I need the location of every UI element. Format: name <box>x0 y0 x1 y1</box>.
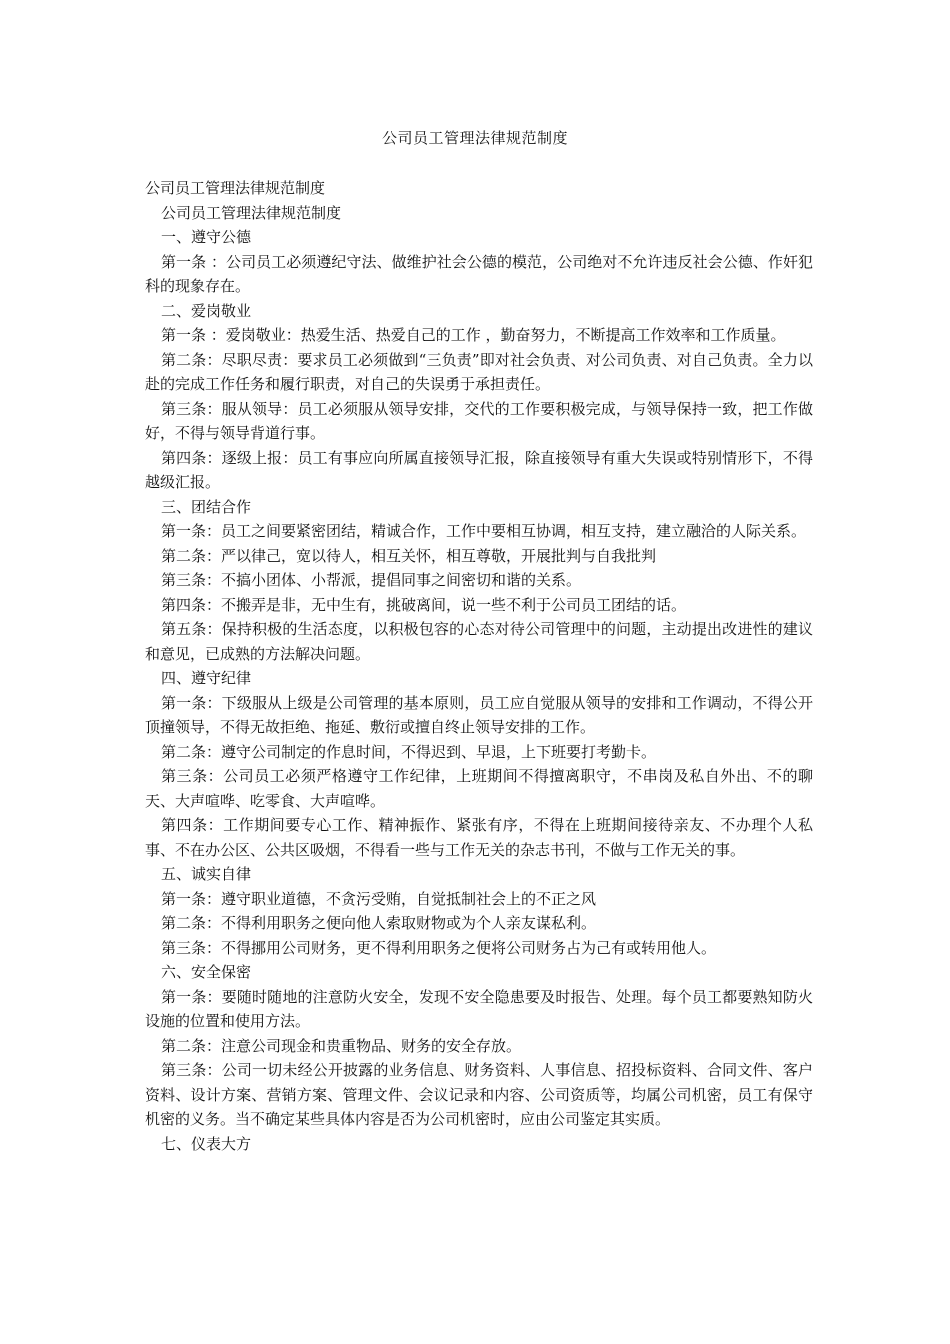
paragraph: 第四条：逐级上报：员工有事应向所属直接领导汇报，除直接领导有重大失误或特别情形下，不得越级汇报。 <box>145 448 813 491</box>
paragraph: 第二条：尽职尽责：要求员工必须做到“三负责”即对社会负责、对公司负责、对自己负责。全力以赴的完成工作任务和履行职责，对自己的失误勇于承担责任。 <box>145 350 813 393</box>
paragraph: 第二条：严以律己，宽以待人，相互关怀，相互尊敬，开展批判与自我批判 <box>161 546 657 565</box>
paragraph: 第四条：工作期间要专心工作、精神振作、紧张有序，不得在上班期间接待亲友、不办理个人私事、不在办公区、公共区吸烟，不得看一些与工作无关的杂志书刊，不做与工作无关的事。 <box>145 816 813 859</box>
paragraph: 第三条：不得挪用公司财务，更不得利用职务之便将公司财务占为己有或转用他人。 <box>161 938 717 957</box>
paragraph: 一、遵守公德 <box>161 228 252 246</box>
paragraph: 七、仪表大方 <box>161 1134 252 1153</box>
paragraph: 第三条：公司员工必须严格遵守工作纪律，上班期间不得擅离职守，不串岗及私自外出、不的聊天、大声喧哗、吃零食、大声喧哗。 <box>145 767 813 810</box>
paragraph: 第三条：不搞小团体、小帮派，提倡同事之间密切和谐的关系。 <box>161 571 582 589</box>
paragraph: 公司员工管理法律规范制度 <box>145 179 326 197</box>
paragraph: 第四条：不搬弄是非，无中生有，挑破离间，说一些不利于公司员工团结的话。 <box>161 595 687 614</box>
paragraph: 第三条：公司一切未经公开披露的业务信息、财务资料、人事信息、招投标资料、合同文件、客户资料、设计方案、营销方案、管理文件、会议记录和内容、公司资质等，均属公司机密，员工有保守机密的义务。当不确定某些具体内容是否为公司机密时，应由公司鉴定其实质。 <box>145 1061 813 1128</box>
paragraph: 公司员工管理法律规范制度 <box>161 203 342 222</box>
paragraph: 五、诚实自律 <box>161 865 252 883</box>
paragraph: 三、团结合作 <box>161 497 252 516</box>
paragraph: 第二条：遵守公司制定的作息时间，不得迟到、早退，上下班要打考勤卡。 <box>161 742 657 761</box>
paragraph: 第一条：要随时随地的注意防火安全，发现不安全隐患要及时报告、处理。每个员工都要熟知防火设施的位置和使用方法。 <box>145 987 813 1030</box>
paragraph: 第五条：保持积极的生活态度，以积极包容的心态对待公司管理中的问题，主动提出改进性的建议和意见，已成熟的方法解决问题。 <box>145 620 813 663</box>
paragraph: 第二条：不得利用职务之便向他人索取财物或为个人亲友谋私利。 <box>161 914 597 932</box>
paragraph: 六、安全保密 <box>161 963 252 981</box>
paragraph: 第一条：遵守职业道德，不贪污受贿，自觉抵制社会上的不正之风 <box>161 889 597 908</box>
paragraph: 四、遵守纪律 <box>161 669 252 687</box>
paragraph: 第三条：服从领导：员工必须服从领导安排，交代的工作要积极完成，与领导保持一致，把工作做好，不得与领导背道行事。 <box>145 399 813 442</box>
document-title: 公司员工管理法律规范制度 <box>381 129 568 147</box>
paragraph: 第一条：员工之间要紧密团结，精诚合作，工作中要相互协调，相互支持，建立融洽的人际关系。 <box>161 522 807 540</box>
paragraph: 第一条 ：爱岗敬业：热爱生活、热爱自己的工作 ，勤奋努力，不断提高工作效率和工作质量。 <box>161 326 786 344</box>
paragraph: 第二条：注意公司现金和贵重物品、财务的安全存放。 <box>161 1036 522 1055</box>
document-body <box>145 176 813 1156</box>
paragraph: 二、爱岗敬业 <box>161 301 252 320</box>
paragraph: 第一条 ：公司员工必须遵纪守法、做维护社会公德的模范，公司绝对不允许违反社会公德、作奸犯科的现象存在。 <box>145 252 813 295</box>
paragraph: 第一条：下级服从上级是公司管理的基本原则，员工应自觉服从领导的安排和工作调动，不得公开顶撞领导，不得无故拒绝、拖延、敷衍或擅自终止领导安排的工作。 <box>145 693 813 736</box>
